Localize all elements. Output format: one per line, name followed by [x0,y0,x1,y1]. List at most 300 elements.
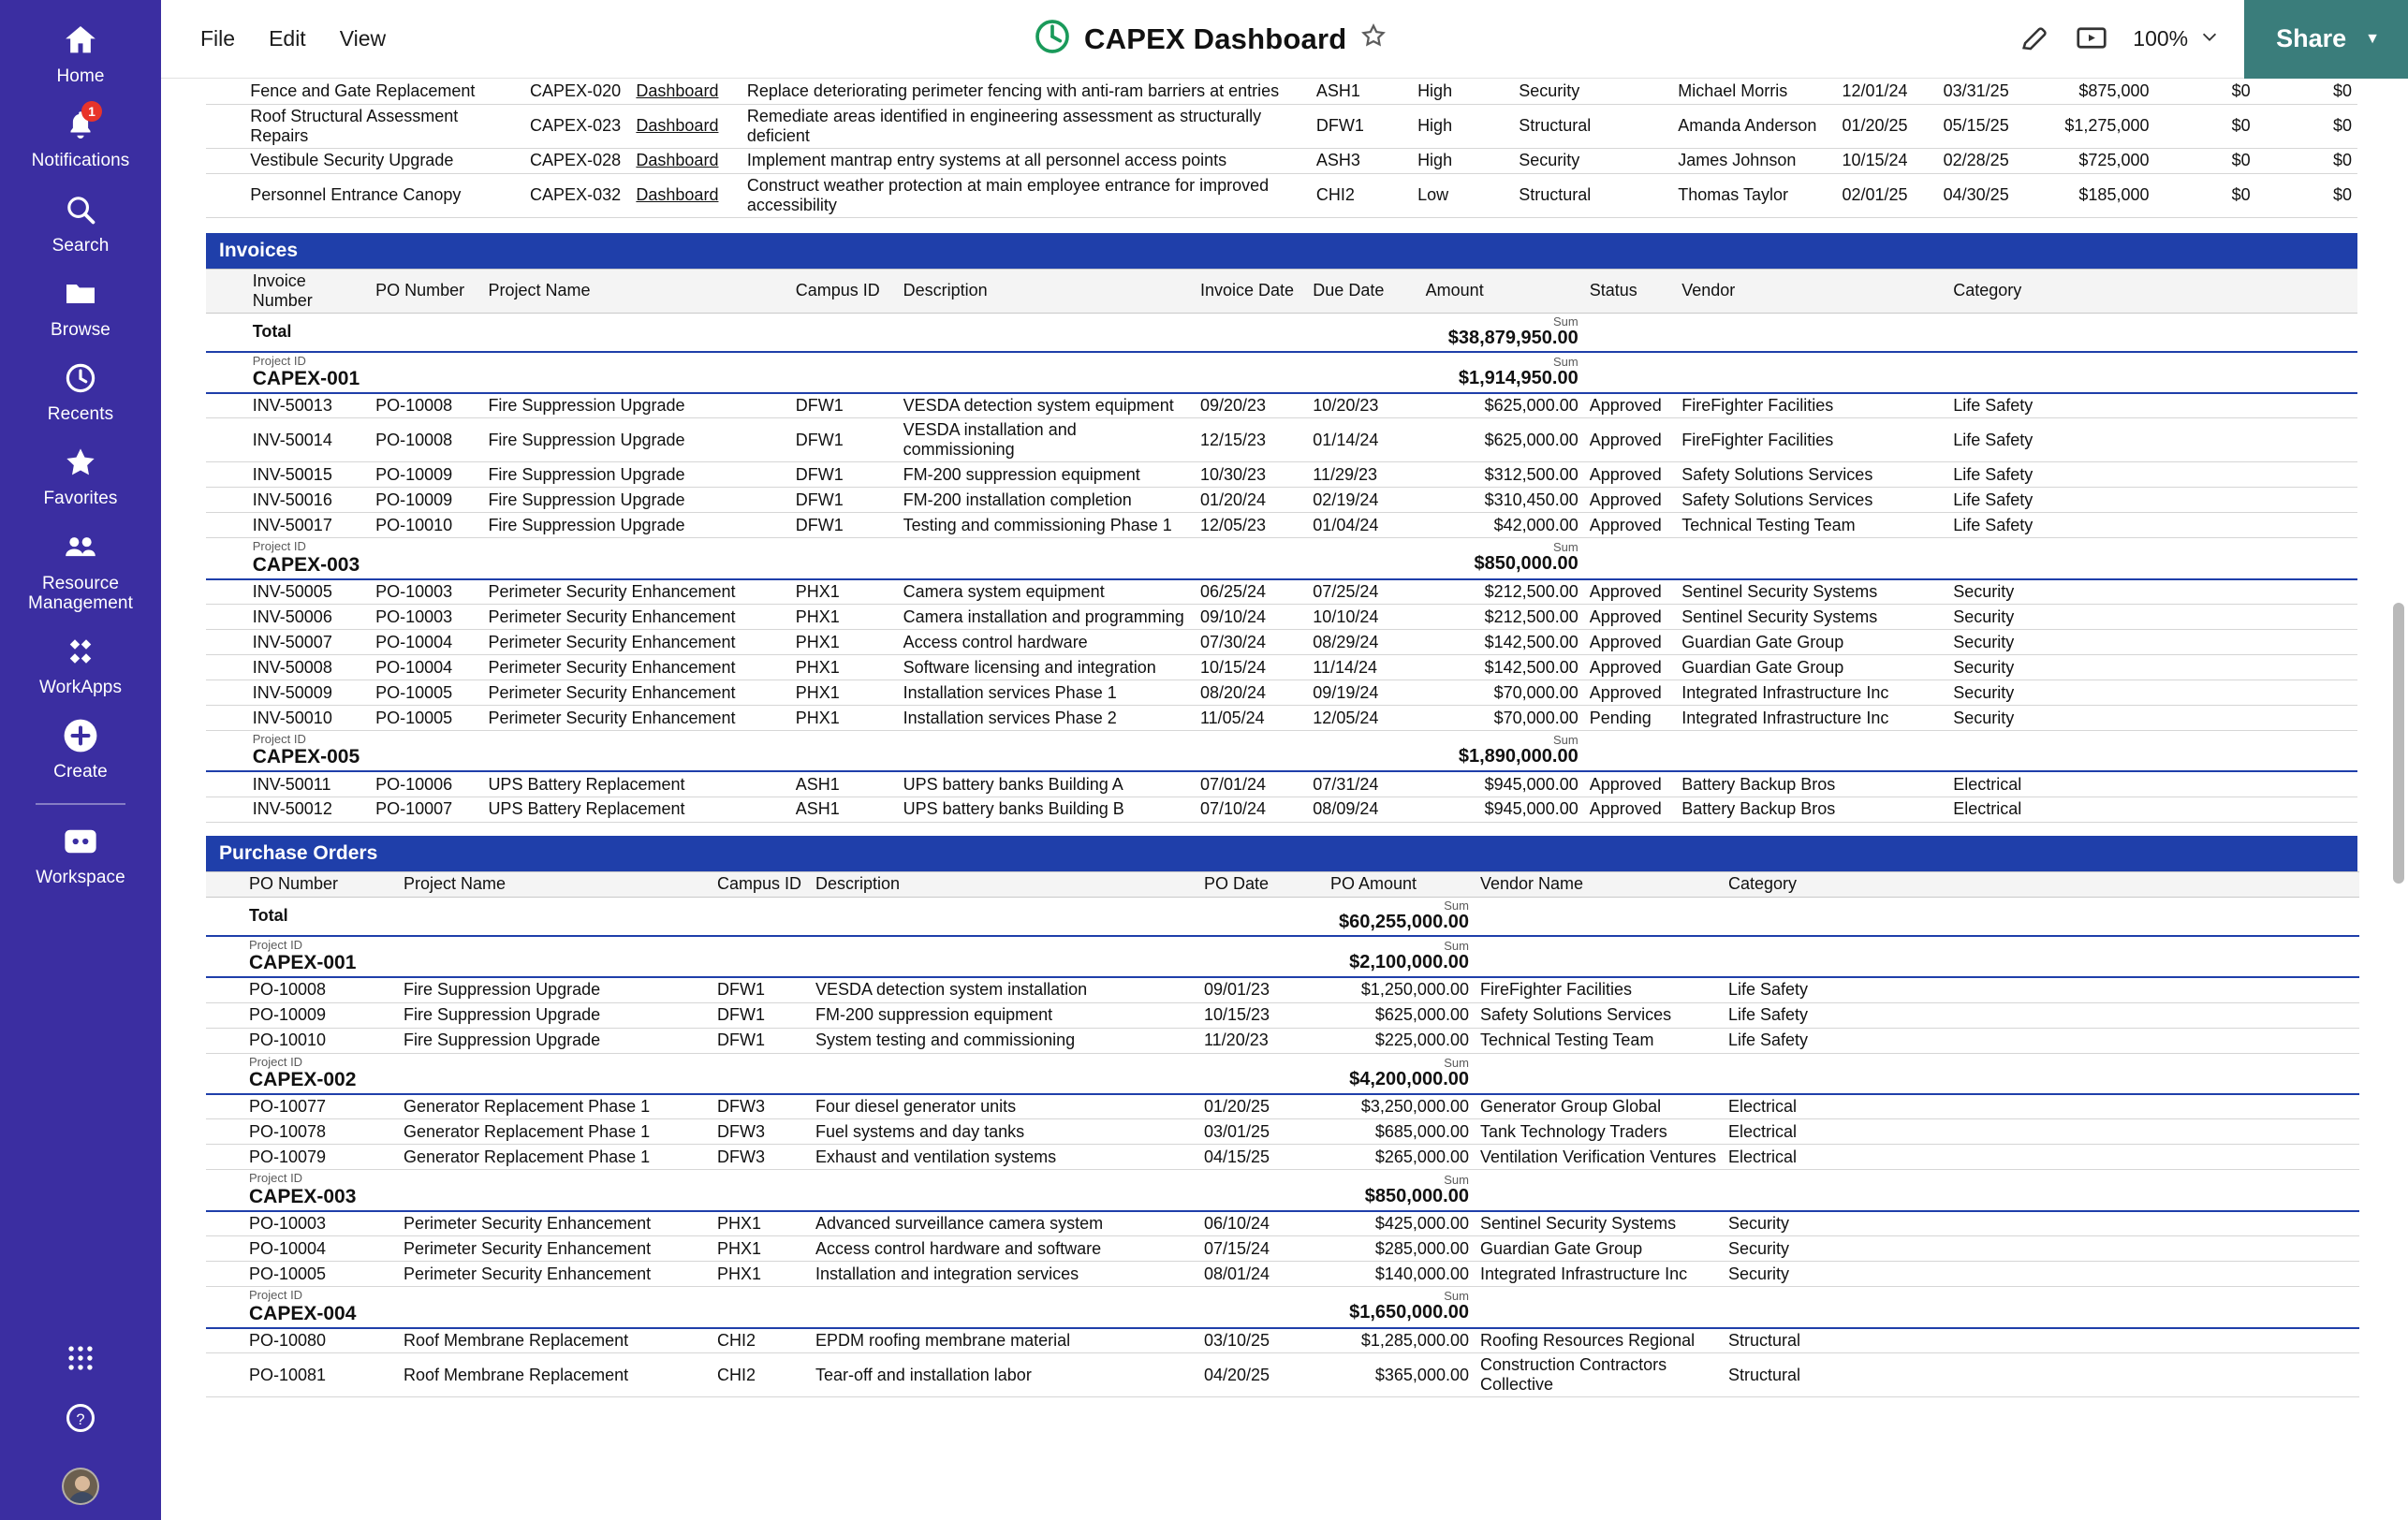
col-po-number: PO Number [243,871,398,897]
end-date: 03/31/25 [1938,79,2039,104]
table-row[interactable] [206,104,2357,148]
project-id: CAPEX-020 [524,79,630,104]
sidebar-item-create[interactable] [0,705,161,789]
table-row[interactable] [206,462,2357,488]
invoices-total-row [206,313,2357,352]
row-spacer [206,1094,243,1119]
priority: High [1412,79,1513,104]
avatar-body [68,1492,96,1505]
table-row[interactable] [206,393,2357,418]
row-spacer [206,513,247,538]
col-invoice-date: Invoice Date [1195,269,1307,313]
invoices-table [206,269,2357,823]
vendor: Technical Testing Team [1676,513,1947,538]
row-spacer [206,462,247,488]
share-button[interactable] [2244,0,2408,79]
total-amount: $60,255,000.00 [1338,911,1469,932]
menu-edit[interactable]: Edit [269,26,306,51]
vendor: Ventilation Verification Ventures [1475,1145,1723,1170]
invoice-number: INV-50010 [247,706,370,731]
col-vendor-name: Vendor Name [1475,871,1723,897]
vendor: Battery Backup Bros [1676,771,1947,797]
po-amount: $1,285,000.00 [1325,1328,1475,1353]
row-spacer [206,1119,243,1145]
campus-id: PHX1 [790,680,898,706]
project-description: Implement mantrap entry systems at all personnel access points [741,148,1311,173]
table-row[interactable] [206,680,2357,706]
user-avatar[interactable] [62,1468,99,1505]
table-row[interactable] [206,1211,2359,1236]
sidebar-item-favorites[interactable] [0,431,161,516]
project-name: Fire Suppression Upgrade [482,488,789,513]
po-date: 11/20/23 [1198,1028,1325,1053]
project-name: Perimeter Security Enhancement [482,605,789,630]
table-row[interactable] [206,79,2357,104]
dashboard-link[interactable]: Dashboard [630,173,741,217]
po-number: PO-10005 [243,1262,398,1287]
clock-icon [59,357,102,400]
row-spacer [1475,897,2359,936]
star-icon [59,441,102,484]
table-row[interactable] [206,771,2357,797]
table-row[interactable] [206,1028,2359,1053]
po-number: PO-10004 [370,655,482,680]
project-name: Fire Suppression Upgrade [482,393,789,418]
group-label: Project ID [252,732,306,747]
table-row[interactable] [206,513,2357,538]
col-project-name: Project Name [482,269,789,313]
group-label: Project ID [249,1171,303,1186]
description: System testing and commissioning [810,1028,1198,1053]
category: Life Safety [1723,1002,2359,1028]
row-spacer [206,1328,243,1353]
project-name: Fence and Gate Replacement [244,79,524,104]
invoice-number: INV-50007 [247,630,370,655]
vendor: Guardian Gate Group [1676,655,1947,680]
po-number: PO-10003 [370,605,482,630]
due-date: 10/10/24 [1307,605,1419,630]
vendor: FireFighter Facilities [1475,977,1723,1002]
col-category: Category [1723,871,2359,897]
start-date: 10/15/24 [1836,148,1937,173]
row-spacer [206,79,244,104]
campus-id: PHX1 [790,706,898,731]
project-name: Fire Suppression Upgrade [482,418,789,462]
po-number: PO-10003 [243,1211,398,1236]
campus-id: PHX1 [712,1236,810,1262]
invoice-date: 10/30/23 [1195,462,1307,488]
campus-id: DFW1 [790,418,898,462]
campus-id: DFW1 [712,1028,810,1053]
po-date: 04/15/25 [1198,1145,1325,1170]
category: Security [1947,605,2357,630]
table-row[interactable] [206,1353,2359,1397]
invoices-column-headers [206,269,2357,313]
row-spacer [206,352,247,393]
status-badge: Approved [1584,513,1676,538]
row-spacer [206,605,247,630]
presentation-icon[interactable] [2075,22,2108,56]
project-name: Perimeter Security Enhancement [482,680,789,706]
project-name: Generator Replacement Phase 1 [398,1094,712,1119]
po-amount: $685,000.00 [1325,1119,1475,1145]
table-row[interactable] [206,706,2357,731]
po-amount: $3,250,000.00 [1325,1094,1475,1119]
row-spacer [206,538,247,579]
invoice-date: 07/30/24 [1195,630,1307,655]
table-row[interactable] [206,1236,2359,1262]
vendor: Safety Solutions Services [1676,488,1947,513]
category: Structural [1513,173,1672,217]
description: FM-200 suppression equipment [898,462,1195,488]
group-sum-cell [1420,538,1584,579]
invoice-date: 10/15/24 [1195,655,1307,680]
cost-2: $0 [2256,104,2357,148]
sidebar-item-label: Search [51,235,110,256]
campus-id: DFW1 [790,513,898,538]
category: Electrical [1723,1119,2359,1145]
col-vendor: Vendor [1676,269,1947,313]
total-amount-cell [1325,897,1475,936]
invoice-date: 09/20/23 [1195,393,1307,418]
table-row[interactable] [206,797,2357,822]
group-sum-cell [1325,1053,1475,1094]
main-area [161,0,2408,1520]
project-name: Roof Structural Assessment Repairs [244,104,524,148]
sidebar-item-home[interactable] [0,9,161,94]
project-name: UPS Battery Replacement [482,771,789,797]
campus-id: PHX1 [790,605,898,630]
table-row[interactable] [206,1262,2359,1287]
table-row[interactable] [206,148,2357,173]
chevron-down-icon [2199,26,2220,52]
project-name: Generator Replacement Phase 1 [398,1119,712,1145]
invoice-date: 08/20/24 [1195,680,1307,706]
po-group-header [206,936,2359,977]
category: Security [1513,79,1672,104]
po-number: PO-10004 [370,630,482,655]
budget: $875,000 [2039,79,2155,104]
campus-id: PHX1 [712,1262,810,1287]
group-sum: $1,650,000.00 [1349,1302,1469,1323]
category: Electrical [1947,797,2357,822]
workspace-icon [59,820,102,863]
cost-2: $0 [2256,148,2357,173]
sum-label: Sum [1444,1055,1469,1070]
owner: Thomas Taylor [1672,173,1836,217]
status-badge: Approved [1584,630,1676,655]
row-spacer [206,1170,243,1211]
sidebar-item-label: Workspace [36,867,125,887]
menu-file[interactable]: File [200,26,236,51]
sidebar-item-apps-grid[interactable] [0,1327,161,1387]
group-sum: $850,000.00 [1474,553,1578,575]
po-number: PO-10007 [370,797,482,822]
campus-id: PHX1 [790,579,898,605]
col-campus-id: Campus ID [712,871,810,897]
notification-badge: 1 [81,101,102,122]
row-spacer [1198,1053,1325,1094]
po-date: 01/20/25 [1198,1094,1325,1119]
table-row[interactable] [206,977,2359,1002]
description: UPS battery banks Building B [898,797,1195,822]
bell-icon [59,103,102,146]
row-spacer [206,1053,243,1094]
sum-label: Sum [1553,314,1578,329]
invoice-date: 11/05/24 [1195,706,1307,731]
projects-table [206,79,2357,218]
category: Life Safety [1947,513,2357,538]
zoom-control[interactable] [2133,26,2220,52]
category: Life Safety [1723,977,2359,1002]
table-row[interactable] [206,173,2357,217]
row-spacer [1584,352,2357,393]
row-spacer [206,871,243,897]
description: Installation services Phase 2 [898,706,1195,731]
group-id-cell [243,1053,1198,1094]
sum-label: Sum [1444,1289,1469,1304]
group-sum: $1,914,950.00 [1458,367,1578,388]
group-id: CAPEX-005 [252,746,360,768]
campus-id: DFW1 [712,977,810,1002]
category: Life Safety [1723,1028,2359,1053]
description: VESDA detection system installation [810,977,1198,1002]
status-badge: Approved [1584,605,1676,630]
due-date: 10/20/23 [1307,393,1419,418]
po-date: 07/15/24 [1198,1236,1325,1262]
row-spacer [1475,1170,2359,1211]
amount: $945,000.00 [1420,771,1584,797]
sheet-content [206,79,2408,1520]
row-spacer [206,488,247,513]
table-row[interactable] [206,1094,2359,1119]
cost-2: $0 [2256,79,2357,104]
row-spacer [1198,897,1325,936]
row-spacer [206,269,247,313]
project-name: Perimeter Security Enhancement [482,630,789,655]
campus-id: DFW1 [790,488,898,513]
category: Life Safety [1947,418,2357,462]
description: Advanced surveillance camera system [810,1211,1198,1236]
sidebar-item-search[interactable] [0,179,161,263]
table-row[interactable] [206,605,2357,630]
description: Installation and integration services [810,1262,1198,1287]
sidebar-item-notifications[interactable] [0,94,161,178]
table-row[interactable] [206,488,2357,513]
owner: Michael Morris [1672,79,1836,104]
vendor: Construction Contractors Collective [1475,1353,1723,1397]
invoices-body [206,269,2357,822]
project-name: Perimeter Security Enhancement [482,579,789,605]
priority: High [1412,148,1513,173]
po-number: PO-10009 [370,488,482,513]
row-spacer [206,655,247,680]
start-date: 01/20/25 [1836,104,1937,148]
sidebar-item-help[interactable] [0,1387,161,1447]
col-description: Description [810,871,1198,897]
status-badge: Approved [1584,771,1676,797]
dashboard-link[interactable]: Dashboard [630,148,741,173]
po-column-headers [206,871,2359,897]
amount: $312,500.00 [1420,462,1584,488]
group-sum-cell [1325,936,1475,977]
campus-id: ASH3 [1311,148,1412,173]
project-name: Perimeter Security Enhancement [398,1211,712,1236]
canvas-bottom-fade [206,1484,2408,1520]
row-spacer [1475,1287,2359,1328]
page-title: CAPEX Dashboard [1084,22,1347,55]
caret-down-icon: ▼ [2365,30,2380,47]
amount: $142,500.00 [1420,630,1584,655]
project-name: Vestibule Security Upgrade [244,148,524,173]
table-row[interactable] [206,1328,2359,1353]
description: Access control hardware [898,630,1195,655]
po-number: PO-10008 [370,393,482,418]
project-name: Fire Suppression Upgrade [398,1028,712,1053]
sidebar-item-label: Create [53,762,108,782]
dashboard-link[interactable]: Dashboard [630,104,741,148]
section-header-invoices: Invoices [206,233,2357,269]
campus-id: ASH1 [1311,79,1412,104]
po-amount: $425,000.00 [1325,1211,1475,1236]
campus-id: ASH1 [790,771,898,797]
description: FM-200 installation completion [898,488,1195,513]
campus-id: PHX1 [790,630,898,655]
description: Camera system equipment [898,579,1195,605]
row-spacer [1584,313,2357,352]
star-outline-icon[interactable] [1359,22,1388,56]
projects-rows [206,79,2357,217]
description: FM-200 suppression equipment [810,1002,1198,1028]
amount: $310,450.00 [1420,488,1584,513]
people-icon [59,526,102,569]
group-id: CAPEX-003 [252,553,360,576]
po-number: PO-10081 [243,1353,398,1397]
vendor: Sentinel Security Systems [1475,1211,1723,1236]
amount: $212,500.00 [1420,579,1584,605]
sidebar-item-browse[interactable] [0,263,161,347]
sum-label: Sum [1553,733,1578,748]
project-name: Fire Suppression Upgrade [398,1002,712,1028]
po-number: PO-10004 [243,1236,398,1262]
amount: $212,500.00 [1420,605,1584,630]
apps-diamond-icon [59,630,102,673]
status-badge: Approved [1584,655,1676,680]
top-toolbar [161,0,2408,79]
purchase-orders-table [206,871,2359,1397]
sidebar-divider [36,803,125,805]
row-spacer [1584,731,2357,772]
sum-label: Sum [1444,1172,1469,1187]
description: Installation services Phase 1 [898,680,1195,706]
project-name: Personnel Entrance Canopy [244,173,524,217]
sidebar-item-recents[interactable] [0,347,161,431]
total-amount: $38,879,950.00 [1447,327,1578,348]
invoice-date: 06/25/24 [1195,579,1307,605]
category: Electrical [1723,1094,2359,1119]
campus-id: DFW3 [712,1094,810,1119]
table-row[interactable] [206,579,2357,605]
table-row[interactable] [206,630,2357,655]
vendor: FireFighter Facilities [1676,393,1947,418]
amount: $945,000.00 [1420,797,1584,822]
po-number: PO-10009 [370,462,482,488]
row-spacer [206,936,243,977]
amount: $142,500.00 [1420,655,1584,680]
sidebar-bottom [0,1327,161,1520]
po-group-header [206,1053,2359,1094]
vertical-scrollbar[interactable] [2393,603,2404,884]
invoice-date: 09/10/24 [1195,605,1307,630]
menu-view[interactable]: View [339,26,387,51]
category: Life Safety [1947,488,2357,513]
category: Security [1723,1236,2359,1262]
sidebar-item-resource-management[interactable] [0,517,161,621]
zoom-level: 100% [2133,26,2189,51]
table-row[interactable] [206,655,2357,680]
status-badge: Approved [1584,579,1676,605]
group-sum: $4,200,000.00 [1349,1068,1469,1089]
invoice-date: 07/10/24 [1195,797,1307,822]
category: Structural [1723,1328,2359,1353]
status-badge: Approved [1584,418,1676,462]
invoice-number: INV-50014 [247,418,370,462]
table-row[interactable] [206,1145,2359,1170]
table-row[interactable] [206,1002,2359,1028]
category: Security [1947,630,2357,655]
row-spacer [206,1353,243,1397]
sidebar-item-workspace[interactable] [0,811,161,895]
table-row[interactable] [206,418,2357,462]
category: Security [1947,579,2357,605]
table-row[interactable] [206,1119,2359,1145]
description: Software licensing and integration [898,655,1195,680]
invoice-number: INV-50008 [247,655,370,680]
po-number: PO-10010 [370,513,482,538]
project-name: Perimeter Security Enhancement [398,1236,712,1262]
share-label: Share [2276,24,2347,52]
category: Structural [1723,1353,2359,1397]
col-description: Description [898,269,1195,313]
section-header-purchase-orders: Purchase Orders [206,836,2357,871]
po-number: PO-10003 [370,579,482,605]
clock-chart-icon [1034,18,1071,60]
campus-id: PHX1 [790,655,898,680]
sidebar-item-workapps[interactable] [0,621,161,705]
po-date: 08/01/24 [1198,1262,1325,1287]
group-id-cell [247,352,1420,393]
row-spacer [206,977,243,1002]
row-spacer [1475,1053,2359,1094]
pencil-icon[interactable] [2019,23,2050,55]
vendor: Sentinel Security Systems [1676,605,1947,630]
group-sum-cell [1325,1170,1475,1211]
col-status: Status [1584,269,1676,313]
category: Security [1513,148,1672,173]
invoice-date: 07/01/24 [1195,771,1307,797]
vendor: Safety Solutions Services [1475,1002,1723,1028]
sidebar-item-label: Resource Management [28,573,133,613]
po-date: 03/10/25 [1198,1328,1325,1353]
col-invoice-number: Invoice Number [247,269,370,313]
dashboard-link[interactable]: Dashboard [630,79,741,104]
vendor: Integrated Infrastructure Inc [1475,1262,1723,1287]
sheet-canvas[interactable] [161,79,2408,1520]
po-number: PO-10005 [370,706,482,731]
category: Security [1947,706,2357,731]
group-id: CAPEX-001 [249,952,357,974]
due-date: 12/05/24 [1307,706,1419,731]
